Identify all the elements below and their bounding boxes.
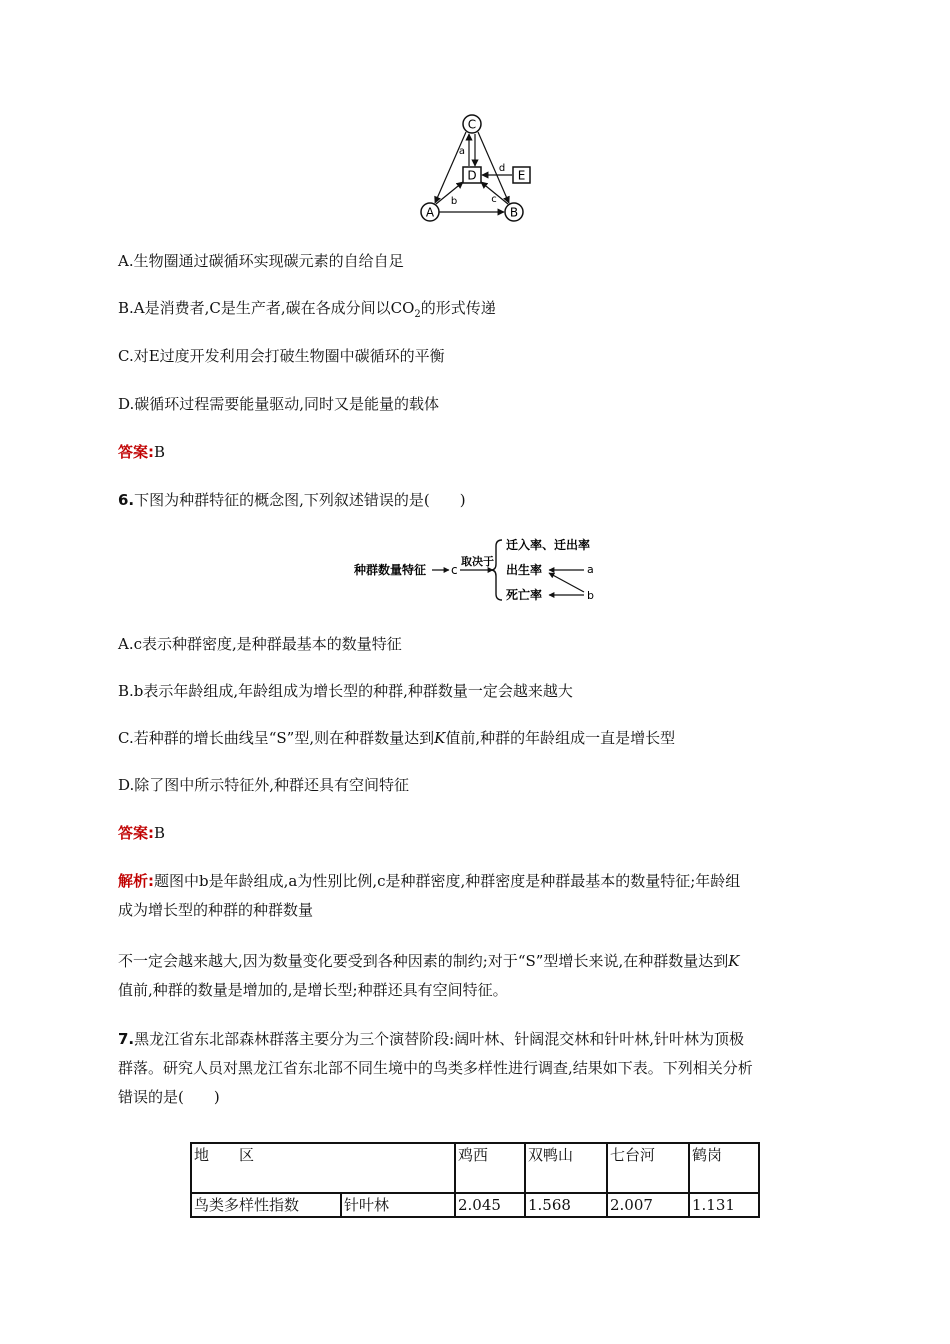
edge-label-c: c — [491, 194, 497, 205]
concept-a: a — [587, 563, 594, 576]
q6-option-c-text: C.若种群的增长曲线呈“S”型,则在种群数量达到 — [118, 729, 435, 747]
table-cell-shuangyashan: 1.568 — [525, 1193, 607, 1217]
q6-option-c — [118, 728, 675, 748]
q5-option-b-text: B.A是消费者,C是生产者,碳在各成分间以CO — [118, 299, 415, 317]
q6-analysis-line2: 成为增长型的种群的种群数量 — [118, 901, 314, 919]
q6-option-d: D.除了图中所示特征外,种群还具有空间特征 — [118, 776, 410, 794]
table-cell-habitat: 针叶林 — [341, 1193, 455, 1217]
concept-c: c — [451, 563, 458, 577]
q6-answer — [118, 823, 165, 843]
node-e: E — [517, 168, 526, 183]
table-header-hegang: 鹤岗 — [689, 1143, 759, 1193]
carbon-cycle-diagram — [410, 112, 540, 224]
q5-option-a: A.生物圈通过碳循环实现碳元素的自给自足 — [118, 252, 404, 270]
q5-answer — [118, 442, 165, 462]
q6-option-b: B.b表示年龄组成,年龄组成为增长型的种群,种群数量一定会越来越大 — [118, 682, 573, 700]
concept-b: b — [587, 589, 594, 602]
q7-stem-line2: 群落。研究人员对黑龙江省东北部不同生境中的鸟类多样性进行调查,结果如下表。下列相关分析 — [118, 1059, 753, 1077]
q6-analysis-line3 — [118, 951, 739, 971]
table-header-jixi: 鸡西 — [455, 1143, 525, 1193]
population-concept-diagram — [350, 532, 605, 608]
concept-item-migration: 迁入率、迁出率 — [506, 538, 591, 552]
table-header-qitaihe: 七台河 — [607, 1143, 689, 1193]
table-cell-qitaihe: 2.007 — [607, 1193, 689, 1217]
q7-stem-line1 — [118, 1029, 744, 1049]
table-cell-jixi: 2.045 — [455, 1193, 525, 1217]
q6-number: 6. — [118, 491, 135, 509]
q5-option-b-sub: 2 — [414, 309, 421, 320]
q6-analysis-label: 解析: — [118, 872, 154, 890]
q6-option-a: A.c表示种群密度,是种群最基本的数量特征 — [118, 635, 402, 653]
table-header-shuangyashan: 双鸭山 — [525, 1143, 607, 1193]
q6-answer-label: 答案: — [118, 824, 154, 842]
q7-number: 7. — [118, 1030, 135, 1048]
q5-answer-label: 答案: — [118, 443, 154, 461]
edge-label-b: b — [450, 196, 458, 207]
node-d: D — [467, 168, 477, 183]
q6-analysis-line4: 值前,种群的数量是增加的,是增长型;种群还具有空间特征。 — [118, 981, 508, 999]
table-row — [191, 1193, 759, 1217]
concept-arrow-label: 取决于 — [461, 555, 494, 568]
q7-stem-line3: 错误的是( ) — [118, 1088, 220, 1106]
node-b: B — [509, 205, 519, 220]
q5-answer-value: B — [154, 443, 166, 461]
concept-item-death: 死亡率 — [506, 588, 543, 602]
q6-analysis-text3: 不一定会越来越大,因为数量变化要受到各种因素的制约;对于“S”型增长来说,在种群数量达到 — [118, 952, 729, 970]
q6-stem-text: 下图为种群特征的概念图,下列叙述错误的是( ) — [134, 491, 466, 509]
q5-option-b — [118, 298, 496, 325]
concept-root: 种群数量特征 — [354, 563, 427, 577]
bird-diversity-table — [190, 1142, 760, 1218]
q6-option-c-k: K — [434, 729, 446, 747]
q7-stem-text1: 黑龙江省东北部森林群落主要分为三个演替阶段:阔叶林、针阔混交林和针叶林,针叶林为顶极 — [134, 1030, 744, 1048]
q6-stem — [118, 490, 466, 510]
q6-analysis-k: K — [728, 952, 740, 970]
q6-answer-value: B — [154, 824, 166, 842]
node-a: A — [425, 205, 435, 220]
q5-option-d: D.碳循环过程需要能量驱动,同时又是能量的载体 — [118, 395, 440, 413]
q5-option-b-tail: 的形式传递 — [420, 299, 496, 317]
edge-label-d: d — [498, 163, 506, 174]
edge-label-a: a — [458, 146, 466, 157]
q6-analysis-text1: 题图中b是年龄组成,a为性别比例,c是种群密度,种群密度是种群最基本的数量特征;年龄组 — [154, 872, 741, 890]
table-cell-hegang: 1.131 — [689, 1193, 759, 1217]
q6-option-c-tail: 值前,种群的年龄组成一直是增长型 — [445, 729, 676, 747]
q6-analysis-line1 — [118, 871, 740, 891]
concept-item-birth: 出生率 — [506, 563, 543, 577]
table-row — [191, 1143, 759, 1193]
node-c: C — [467, 117, 477, 132]
table-header-region: 地 区 — [191, 1143, 455, 1193]
table-cell-index: 鸟类多样性指数 — [191, 1193, 341, 1217]
q5-option-c: C.对E过度开发利用会打破生物圈中碳循环的平衡 — [118, 347, 445, 365]
